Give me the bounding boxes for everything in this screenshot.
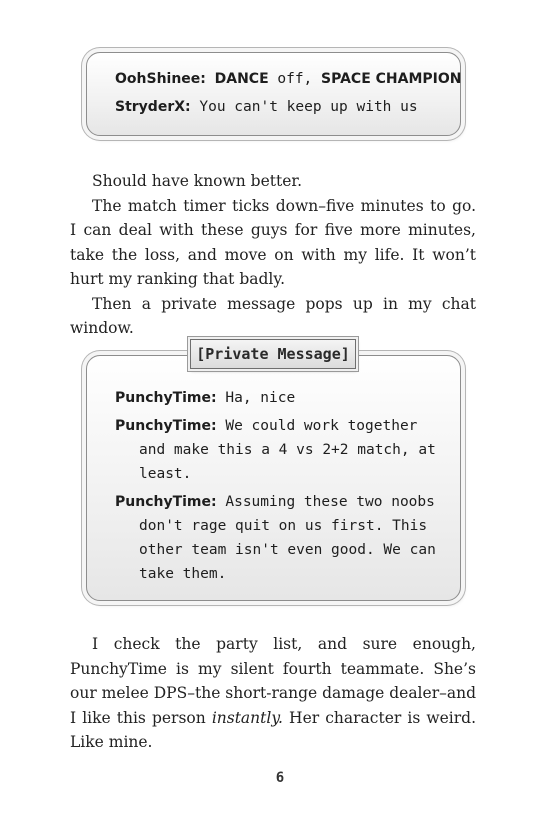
- chat-text: Ha, nice: [216, 390, 296, 406]
- private-message-label: [Private Message]: [196, 345, 350, 363]
- chat-username: StryderX:: [115, 99, 191, 115]
- chat-emphasis: DANCE: [214, 71, 269, 87]
- chat-text-continued: take them.: [139, 566, 227, 582]
- paragraph-text: Her character is weird. Like mine.: [70, 708, 476, 751]
- chat-text-continued: other team isn't even good. We can: [139, 542, 436, 558]
- chat-username: PunchyTime:: [115, 390, 217, 406]
- paragraph: [70, 632, 476, 755]
- chat-line-oohshinee: [115, 71, 461, 87]
- chat-username: PunchyTime:: [115, 418, 217, 434]
- prose-section-2: [70, 632, 476, 755]
- prose-section-1: [70, 169, 476, 341]
- chat-text: off,: [268, 71, 322, 87]
- private-message-tag: [190, 339, 356, 369]
- chat-message: [115, 386, 445, 410]
- chat-text: You can't keep up with us: [190, 99, 418, 115]
- chat-text-continued: don't rage quit on us first. This: [139, 518, 428, 534]
- chat-window-private: [86, 355, 461, 601]
- chat-window-1: [86, 52, 461, 136]
- paragraph-text: I check the party list, and sure enough, PunchyTime is my silent fourth teammate. She’s our melee DPS–the short-range damage dealer–and I like this person: [70, 635, 476, 727]
- chat-text: Assuming these two noobs: [216, 494, 435, 510]
- emphasis-text: instantly.: [211, 708, 283, 727]
- paragraph: Should have known better.: [92, 172, 303, 190]
- chat-username: PunchyTime:: [115, 494, 217, 510]
- chat-username: OohShinee:: [115, 71, 206, 87]
- chat-message: [115, 490, 445, 586]
- chat-message: [115, 414, 445, 486]
- chat-text-continued: least.: [139, 466, 192, 482]
- paragraph: Then a private message pops up in my chat window.: [70, 294, 476, 337]
- page-number: 6: [275, 770, 285, 786]
- chat-emphasis: SPACE CHAMPION: [321, 71, 462, 87]
- chat-text-continued: and make this a 4 vs 2+2 match, at: [139, 442, 436, 458]
- chat-text: We could work together: [216, 418, 418, 434]
- paragraph: The match timer ticks down–five minutes to go. I can deal with these guys for five more minutes, take the loss, and move on with my life. It won’t hurt my ranking that badly.: [70, 196, 476, 288]
- chat-line-stryderx: [115, 99, 418, 115]
